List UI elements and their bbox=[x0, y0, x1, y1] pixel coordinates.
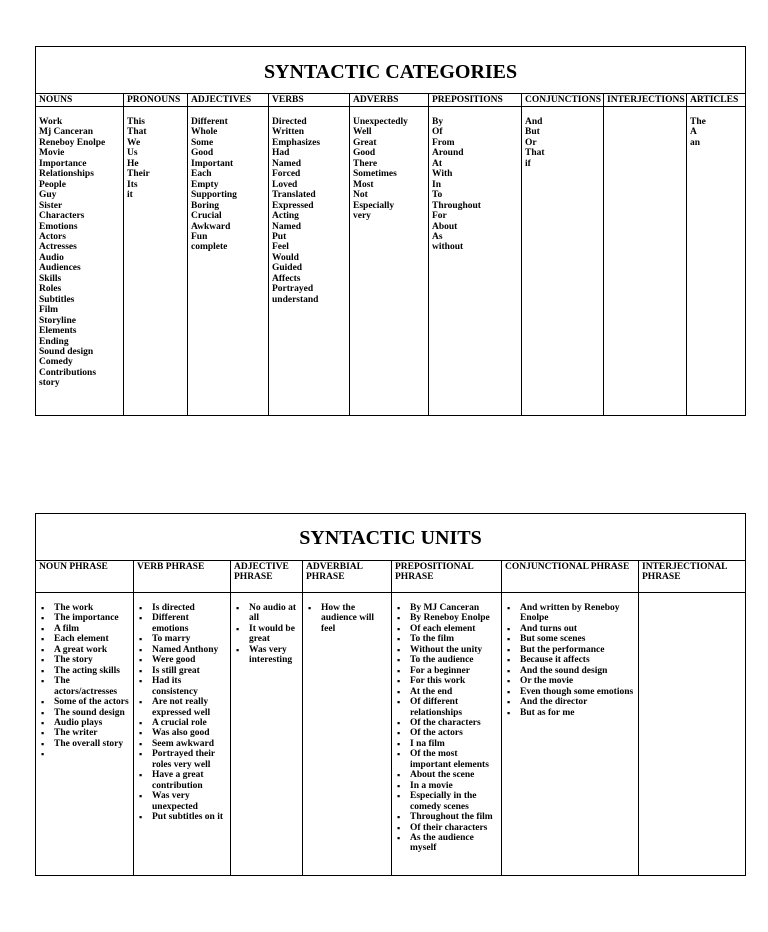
word-item: Not bbox=[353, 190, 368, 201]
phrase-item: ▪ Of the most important elements bbox=[395, 749, 498, 770]
word-item: At bbox=[432, 158, 443, 169]
phrase-item: ▪ Was very unexpected bbox=[137, 791, 227, 812]
word-item: Whole bbox=[191, 127, 218, 138]
word-item: Guided bbox=[272, 263, 303, 274]
column-adverbs bbox=[350, 107, 429, 416]
column-pronouns bbox=[124, 107, 188, 416]
word-item: Audiences bbox=[39, 263, 81, 274]
phrase-item: ▪ I na film bbox=[395, 739, 498, 749]
phrase-item: ▪ By MJ Canceran bbox=[395, 603, 498, 613]
word-item: Ending bbox=[39, 336, 69, 347]
phrase-item: ▪ Was also good bbox=[137, 728, 227, 738]
word-item: As bbox=[432, 231, 443, 242]
word-item: Directed bbox=[272, 117, 307, 127]
units-body-row bbox=[36, 593, 746, 876]
word-item: But bbox=[525, 127, 540, 138]
phrase-item: ▪ Of the actors bbox=[395, 728, 498, 738]
phrase-item: ▪ Had its consistency bbox=[137, 676, 227, 697]
word-item: Feel bbox=[272, 242, 289, 253]
phrase-item: ▪ But as for me bbox=[505, 708, 635, 718]
header-adverbs: ADVERBS bbox=[350, 94, 429, 107]
word-item: an bbox=[690, 137, 701, 148]
header-prepositional-phrase: PREPOSITIONAL PHRASE bbox=[392, 561, 502, 593]
phrase-item: ▪ Of different relationships bbox=[395, 697, 498, 718]
phrase-item: ▪ Put subtitles on it bbox=[137, 812, 227, 822]
phrase-list bbox=[234, 603, 299, 666]
word-item: Named bbox=[272, 221, 302, 232]
word-item: Their bbox=[127, 169, 150, 180]
word-item: For bbox=[432, 211, 447, 222]
word-item: Important bbox=[191, 158, 234, 169]
word-item: Forced bbox=[272, 169, 301, 180]
word-item: Relationships bbox=[39, 169, 94, 180]
word-item: Audio bbox=[39, 252, 64, 263]
phrase-item: ▪ By Reneboy Enolpe bbox=[395, 613, 498, 623]
phrase-item: ▪ Without the unity bbox=[395, 645, 498, 655]
word-item: story bbox=[39, 378, 60, 389]
word-item: Sister bbox=[39, 200, 63, 211]
phrase-item: ▪ The importance bbox=[39, 613, 130, 623]
word-item: Acting bbox=[272, 211, 299, 222]
word-item: Comedy bbox=[39, 357, 73, 368]
header-conjunctional-phrase: CONJUNCTIONAL PHRASE bbox=[502, 561, 639, 593]
phrase-list bbox=[137, 603, 227, 823]
phrase-item: ▪ The story bbox=[39, 655, 130, 665]
phrase-item: ▪ The overall story bbox=[39, 739, 130, 749]
word-item: Sound design bbox=[39, 346, 94, 357]
phrase-item: ▪ It would be great bbox=[234, 624, 299, 645]
column-adjective-phrase bbox=[231, 593, 303, 876]
word-item: Different bbox=[191, 117, 228, 127]
word-item: Awkward bbox=[191, 221, 231, 232]
word-item: Written bbox=[272, 127, 305, 138]
column-conjunctions bbox=[522, 107, 604, 416]
header-pronouns: PRONOUNS bbox=[124, 94, 188, 107]
word-item: Good bbox=[191, 148, 214, 159]
word-item: There bbox=[353, 158, 378, 169]
word-item: Guy bbox=[39, 190, 57, 201]
word-item: The bbox=[690, 117, 706, 127]
categories-body-row bbox=[36, 107, 746, 416]
word-item: To bbox=[432, 190, 443, 201]
word-item: And bbox=[525, 117, 543, 127]
word-item: Some bbox=[191, 137, 214, 148]
phrase-item: ▪ Portrayed their roles very well bbox=[137, 749, 227, 770]
phrase-item: ▪ Were good bbox=[137, 655, 227, 665]
column-nouns bbox=[36, 107, 124, 416]
phrase-item: ▪ To the film bbox=[395, 634, 498, 644]
phrase-item: ▪ Was very interesting bbox=[234, 645, 299, 666]
phrase-list bbox=[505, 603, 635, 718]
phrase-item: ▪ A film bbox=[39, 624, 130, 634]
phrase-item: ▪ Each element bbox=[39, 634, 130, 644]
phrase-item: ▪ Audio plays bbox=[39, 718, 130, 728]
word-item: Movie bbox=[39, 148, 65, 159]
phrase-item: ▪ To marry bbox=[137, 634, 227, 644]
header-adjective-phrase: ADJECTIVE PHRASE bbox=[231, 561, 303, 593]
word-item: Work bbox=[39, 117, 63, 127]
phrase-item: ▪ Have a great contribution bbox=[137, 770, 227, 791]
word-item: Good bbox=[353, 148, 376, 159]
word-item: it bbox=[127, 190, 133, 201]
header-conjunctions: CONJUNCTIONS bbox=[522, 94, 604, 107]
word-item: Empty bbox=[191, 179, 219, 190]
phrase-item: ▪ But some scenes bbox=[505, 634, 635, 644]
word-item: Especially bbox=[353, 200, 395, 211]
phrase-item: ▪ At the end bbox=[395, 687, 498, 697]
word-item: Each bbox=[191, 169, 212, 180]
phrase-item: ▪ Because it affects bbox=[505, 655, 635, 665]
header-adverbial-phrase: ADVERBIAL PHRASE bbox=[303, 561, 392, 593]
word-item: From bbox=[432, 137, 455, 148]
phrase-item: ▪ A great work bbox=[39, 645, 130, 655]
word-item: Great bbox=[353, 137, 377, 148]
phrase-item: ▪ In a movie bbox=[395, 781, 498, 791]
phrase-item: ▪ Even though some emotions bbox=[505, 687, 635, 697]
word-item: Contributions bbox=[39, 367, 97, 378]
column-conjunctional-phrase bbox=[502, 593, 639, 876]
word-item: Boring bbox=[191, 200, 219, 211]
word-item: Affects bbox=[272, 273, 301, 284]
word-item: Of bbox=[432, 127, 443, 138]
word-item: Its bbox=[127, 179, 138, 190]
word-item: Sometimes bbox=[353, 169, 397, 180]
phrase-item: ▪ How the audience will feel bbox=[306, 603, 388, 634]
word-item: complete bbox=[191, 242, 228, 253]
phrase-item: ▪ The writer bbox=[39, 728, 130, 738]
phrase-item: ▪ Are not really expressed well bbox=[137, 697, 227, 718]
word-item: Around bbox=[432, 148, 464, 159]
header-nouns: NOUNS bbox=[36, 94, 124, 107]
word-item: Fun bbox=[191, 231, 208, 242]
phrase-item: ▪ The acting skills bbox=[39, 666, 130, 676]
header-articles: ARTICLES bbox=[687, 94, 746, 107]
word-item: Film bbox=[39, 305, 58, 316]
word-item: Translated bbox=[272, 190, 316, 201]
word-item: That bbox=[525, 148, 545, 159]
column-verb-phrase bbox=[134, 593, 231, 876]
phrase-item: ▪ For a beginner bbox=[395, 666, 498, 676]
word-item: very bbox=[353, 211, 371, 222]
word-item: Characters bbox=[39, 211, 85, 222]
column-prepositional-phrase bbox=[392, 593, 502, 876]
phrase-list bbox=[39, 603, 130, 760]
word-item: Actors bbox=[39, 231, 66, 242]
phrase-item: ▪ And the sound design bbox=[505, 666, 635, 676]
word-item: Crucial bbox=[191, 211, 222, 222]
word-item: Mj Canceran bbox=[39, 127, 94, 138]
header-interjections: INTERJECTIONS bbox=[604, 94, 687, 107]
word-item: Subtitles bbox=[39, 294, 75, 305]
phrase-item: ▪ About the scene bbox=[395, 770, 498, 780]
syntactic-categories-table bbox=[35, 46, 746, 416]
word-item: Reneboy Enolpe bbox=[39, 137, 106, 148]
word-item: Expressed bbox=[272, 200, 314, 211]
word-item: Storyline bbox=[39, 315, 76, 326]
word-item: Most bbox=[353, 179, 374, 190]
phrase-item: ▪ As the audience myself bbox=[395, 833, 498, 854]
word-item: In bbox=[432, 179, 441, 190]
word-item: understand bbox=[272, 294, 319, 305]
column-articles bbox=[687, 107, 746, 416]
word-item: He bbox=[127, 158, 139, 169]
column-noun-phrase bbox=[36, 593, 134, 876]
phrase-item: ▪ The actors/actresses bbox=[39, 676, 130, 697]
word-item: Named bbox=[272, 158, 302, 169]
word-item: Roles bbox=[39, 284, 62, 295]
phrase-item: ▪ Especially in the comedy scenes bbox=[395, 791, 498, 812]
header-interjectional-phrase: INTERJECTIONAL PHRASE bbox=[639, 561, 746, 593]
word-item: Importance bbox=[39, 158, 87, 169]
column-verbs bbox=[269, 107, 350, 416]
column-prepositions bbox=[429, 107, 522, 416]
header-adjectives: ADJECTIVES bbox=[188, 94, 269, 107]
phrase-item: ▪ But the performance bbox=[505, 645, 635, 655]
word-item: By bbox=[432, 117, 444, 127]
phrase-item bbox=[39, 749, 130, 759]
word-item: if bbox=[525, 158, 531, 169]
word-item: Actresses bbox=[39, 242, 77, 253]
word-item: Well bbox=[353, 127, 372, 138]
phrase-item: ▪ Different emotions bbox=[137, 613, 227, 634]
word-item: A bbox=[690, 127, 697, 138]
phrase-item: ▪ Named Anthony bbox=[137, 645, 227, 655]
phrase-item: ▪ No audio at all bbox=[234, 603, 299, 624]
phrase-item: ▪ Or the movie bbox=[505, 676, 635, 686]
column-interjectional-phrase bbox=[639, 593, 746, 876]
phrase-list bbox=[395, 603, 498, 854]
header-noun-phrase: NOUN PHRASE bbox=[36, 561, 134, 593]
phrase-item: ▪ Throughout the film bbox=[395, 812, 498, 822]
header-verb-phrase: VERB PHRASE bbox=[134, 561, 231, 593]
phrase-item: ▪ To the audience bbox=[395, 655, 498, 665]
phrase-item: ▪ Of the characters bbox=[395, 718, 498, 728]
word-item: Emphasizes bbox=[272, 137, 321, 148]
header-prepositions: PREPOSITIONS bbox=[429, 94, 522, 107]
word-item: Put bbox=[272, 231, 287, 242]
word-item: Emotions bbox=[39, 221, 78, 232]
phrase-item: ▪ And the director bbox=[505, 697, 635, 707]
phrase-item: ▪ And written by Reneboy Enolpe bbox=[505, 603, 635, 624]
word-item: We bbox=[127, 137, 141, 148]
word-item: Skills bbox=[39, 273, 62, 284]
phrase-item: ▪ The sound design bbox=[39, 708, 130, 718]
phrase-item: ▪ Of each element bbox=[395, 624, 498, 634]
phrase-item: ▪ And turns out bbox=[505, 624, 635, 634]
word-item: Or bbox=[525, 137, 537, 148]
word-item: People bbox=[39, 179, 66, 190]
phrase-item: ▪ The work bbox=[39, 603, 130, 613]
word-item: This bbox=[127, 117, 145, 127]
categories-header-row bbox=[36, 94, 746, 107]
word-item: Would bbox=[272, 252, 299, 263]
word-item: With bbox=[432, 169, 453, 180]
word-item: Elements bbox=[39, 326, 77, 337]
phrase-item: ▪ Some of the actors bbox=[39, 697, 130, 707]
phrase-item: ▪ For this work bbox=[395, 676, 498, 686]
word-item: Loved bbox=[272, 179, 298, 190]
word-item: without bbox=[432, 242, 464, 253]
phrase-item: ▪ Is directed bbox=[137, 603, 227, 613]
word-item: Portrayed bbox=[272, 284, 314, 295]
word-item: Throughout bbox=[432, 200, 481, 211]
word-item: That bbox=[127, 127, 147, 138]
phrase-list bbox=[306, 603, 388, 634]
categories-title: SYNTACTIC CATEGORIES bbox=[36, 47, 746, 94]
phrase-item: ▪ A crucial role bbox=[137, 718, 227, 728]
column-interjections bbox=[604, 107, 687, 416]
phrase-item: ▪ Seem awkward bbox=[137, 739, 227, 749]
phrase-item: ▪ Is still great bbox=[137, 666, 227, 676]
word-item: Had bbox=[272, 148, 290, 159]
word-item: Unexpectedly bbox=[353, 117, 408, 127]
column-adverbial-phrase bbox=[303, 593, 392, 876]
word-item: Supporting bbox=[191, 190, 237, 201]
phrase-item: ▪ Of their characters bbox=[395, 823, 498, 833]
units-title: SYNTACTIC UNITS bbox=[36, 514, 746, 561]
syntactic-units-table bbox=[35, 513, 746, 876]
header-verbs: VERBS bbox=[269, 94, 350, 107]
column-adjectives bbox=[188, 107, 269, 416]
word-item: About bbox=[432, 221, 458, 232]
units-header-row bbox=[36, 561, 746, 593]
word-item: Us bbox=[127, 148, 138, 159]
